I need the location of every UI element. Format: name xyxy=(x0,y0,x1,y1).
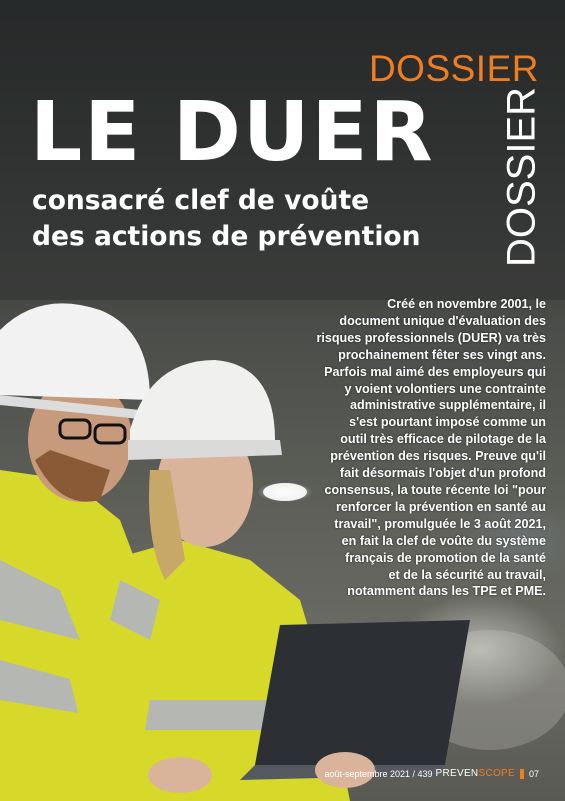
lead-line: Parfois mal aimé des employeurs qui xyxy=(324,364,546,379)
magazine-brand xyxy=(436,768,515,779)
section-header: DOSSIER xyxy=(368,48,539,89)
lead-line: y voient volontiers une contrainte xyxy=(344,381,546,396)
lead-line: travail", promulguée le 3 août 2021, xyxy=(334,516,546,531)
lead-line: risques professionnels (DUER) va très xyxy=(316,330,546,345)
lead-line: prochainement fêter ses vingt ans. xyxy=(338,347,546,362)
page-footer xyxy=(324,768,539,779)
vertical-section-text: DOSSIER xyxy=(499,86,544,268)
lead-line: français de promotion de la santé xyxy=(345,550,546,565)
lead-line: Créé en novembre 2001, le xyxy=(387,297,546,311)
lead-line: administrative supplémentaire, il xyxy=(350,398,546,413)
lead-line: prévention des risques. Preuve qu'il xyxy=(330,449,546,464)
lead-line: outil très efficace de pilotage de la xyxy=(340,432,546,447)
lead-line: et de la sécurité au travail, xyxy=(388,567,546,582)
subtitle-line: consacré clef de voûte xyxy=(32,185,370,216)
brand-part-b: SCOPE xyxy=(478,768,515,779)
lead-line: en fait la clef de voûte du système xyxy=(341,533,546,548)
brand-part-a: PREVEN xyxy=(435,768,479,779)
lead-paragraph xyxy=(261,296,546,600)
vertical-section-label xyxy=(499,86,544,268)
lead-line: s'est pourtant imposé comme un xyxy=(349,415,546,430)
lead-line: fait désormais l'objet d'un profond xyxy=(339,466,546,481)
lead-line: renforcer la prévention en santé au xyxy=(336,499,546,514)
issue-date: août-septembre 2021 / 439 xyxy=(324,768,433,779)
lead-line: document unique d'évaluation des xyxy=(339,313,546,328)
article-subtitle xyxy=(32,183,420,255)
page-number: 07 xyxy=(528,768,539,779)
lead-line: consensus, la toute récente loi "pour xyxy=(324,482,546,497)
lead-line: notamment dans les TPE et PME. xyxy=(347,584,546,599)
accent-bar xyxy=(520,769,524,779)
subtitle-line: des actions de prévention xyxy=(32,221,421,252)
article-title: LE DUER xyxy=(30,85,435,180)
